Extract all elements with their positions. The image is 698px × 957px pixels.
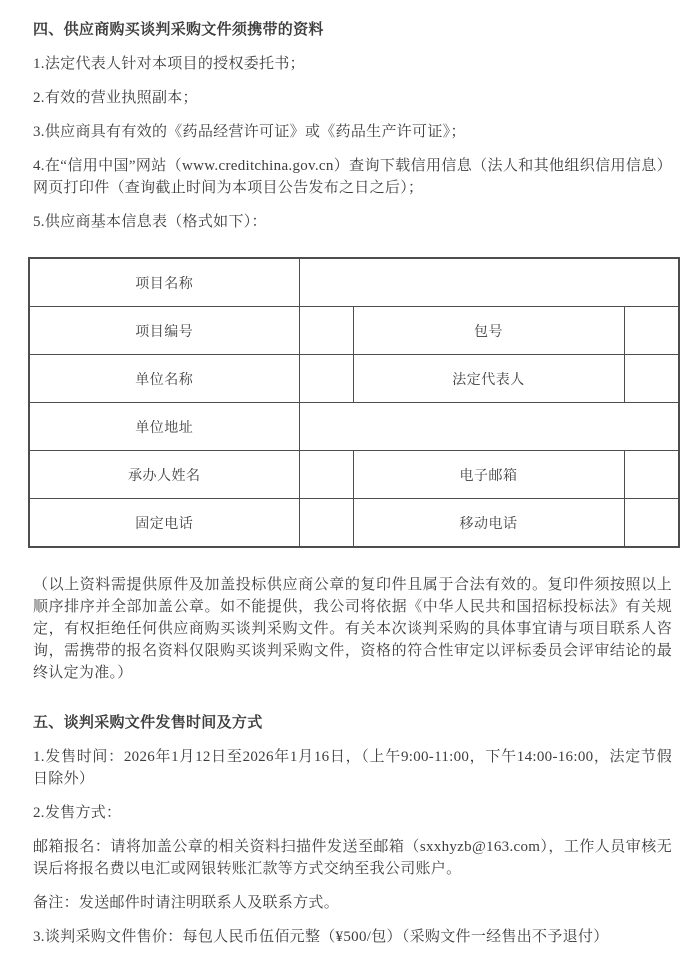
table-row-project-number [29,307,679,355]
label-cell-package-number: 包号 [353,307,624,355]
label-cell-unit-address: 单位地址 [29,403,299,451]
label-cell-project-number: 项目编号 [29,307,299,355]
value-cell-contact-name [299,451,353,499]
value-cell-project-number [299,307,353,355]
section4-item-4: 4.在“信用中国”网站（www.creditchina.gov.cn）查询下载信用信息（法人和其他组织信用信息）网页打印件（查询截止时间为本项目公告发布之日之后）； [33,158,672,196]
section4-item-5: 5.供应商基本信息表（格式如下）： [33,214,267,230]
label-cell-mobile: 移动电话 [353,499,624,548]
value-cell-landline [299,499,353,548]
section5-remark: 备注：发送邮件时请注明联系人及联系方式。 [33,895,340,911]
section4-note: （以上资料需提供原件及加盖投标供应商公章的复印件且属于合法有效的。复印件须按照以上顺序排序并全部加盖公章。如不能提供，我公司将依据《中华人民共和国招标投标法》有关规定，有权拒绝任何供应商购买谈判采购文件。有关本次谈判采购的具体事宜请与项目联系人咨询，需携带的报名资料仅限购买谈判采购文件，资格的符合性审定以评标委员会评审结论的最终认定为准。） [33,577,672,681]
section5-heading: 五、谈判采购文件发售时间及方式 [33,715,263,731]
table-row-unit-name [29,355,679,403]
section4-item-3: 3.供应商具有有效的《药品经营许可证》或《药品生产许可证》； [33,124,466,140]
label-cell-project-name: 项目名称 [29,258,299,307]
table-row-phone [29,499,679,548]
supplier-info-table [28,257,680,548]
section5-item-3: 3.谈判采购文件售价：每包人民币伍佰元整（¥500/包）（采购文件一经售出不予退付） [33,929,609,945]
value-cell-package-number [624,307,679,355]
section5-item-2: 2.发售方式： [33,805,122,821]
table-row-project-name [29,258,679,307]
label-cell-email: 电子邮箱 [353,451,624,499]
section4-item-1: 1.法定代表人针对本项目的授权委托书； [33,56,305,72]
value-cell-project-name [299,258,679,307]
value-cell-legal-representative [624,355,679,403]
section5-item-1: 1.发售时间：2026年1月12日至2026年1月16日，（上午9:00-11:00，下午14:00-16:00，法定节假日除外） [33,749,672,787]
label-cell-unit-name: 单位名称 [29,355,299,403]
table-row-unit-address [29,403,679,451]
value-cell-mobile [624,499,679,548]
value-cell-unit-name [299,355,353,403]
section4-item-2: 2.有效的营业执照副本； [33,90,198,106]
label-cell-contact-name: 承办人姓名 [29,451,299,499]
section5-email-paragraph: 邮箱报名：请将加盖公章的相关资料扫描件发送至邮箱（sxxhyzb@163.com），工作人员审核无误后将报名费以电汇或网银转账汇款等方式交纳至我公司账户。 [33,839,672,877]
label-cell-landline: 固定电话 [29,499,299,548]
table-row-contact-name [29,451,679,499]
value-cell-unit-address [299,403,679,451]
value-cell-email [624,451,679,499]
section4-heading: 四、供应商购买谈判采购文件须携带的资料 [33,22,324,38]
label-cell-legal-representative: 法定代表人 [353,355,624,403]
